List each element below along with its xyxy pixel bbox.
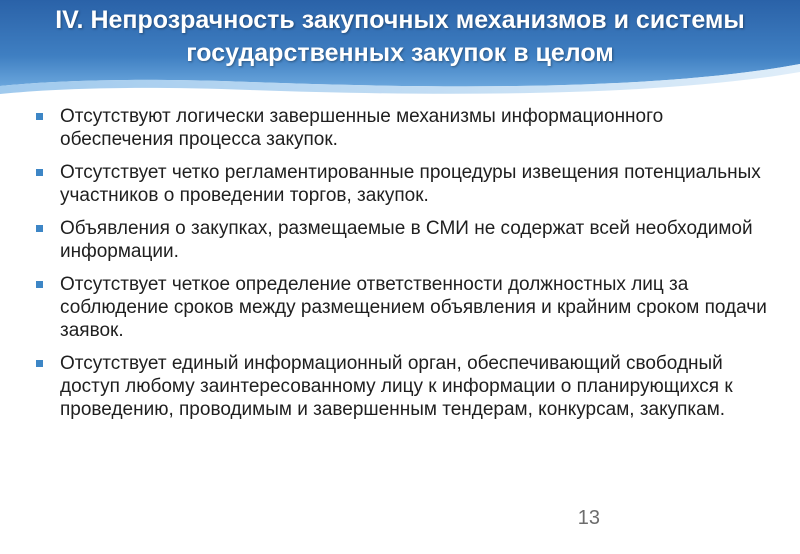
- bullet-text: Объявления о закупках, размещаемые в СМИ не содержат всей необходимой информации.: [60, 218, 753, 262]
- bullet-text: Отсутствует единый информационный орган, обеспечивающий свободный доступ любому заинтересованному лицу к информации о планирующихся к проведению, проводимым и завершенным тендерам, конкурсам, закупкам.: [60, 353, 733, 420]
- square-bullet-icon: [36, 360, 43, 367]
- slide-title: IV. Непрозрачность закупочных механизмов и системы государственных закупок в целом: [55, 6, 745, 67]
- bullet-item: [36, 273, 776, 342]
- bullet-text: Отсутствует четкое определение ответственности должностных лиц за соблюдение сроков между размещением объявления и крайним сроком подачи заявок.: [60, 274, 767, 341]
- bullet-text: Отсутствует четко регламентированные процедуры извещения потенциальных участников о проведении торгов, закупок.: [60, 162, 761, 206]
- title-banner: [0, 0, 800, 100]
- bullet-item: [36, 352, 776, 421]
- bullet-item: [36, 217, 776, 263]
- bullet-item: [36, 161, 776, 207]
- page-number: 13: [577, 507, 600, 529]
- bullet-item: [36, 105, 776, 151]
- bullet-text: Отсутствуют логически завершенные механизмы информационного обеспечения процесса закупок.: [60, 106, 664, 150]
- square-bullet-icon: [36, 113, 43, 120]
- bullet-list: [36, 105, 776, 431]
- square-bullet-icon: [36, 281, 43, 288]
- square-bullet-icon: [36, 169, 43, 176]
- square-bullet-icon: [36, 225, 43, 232]
